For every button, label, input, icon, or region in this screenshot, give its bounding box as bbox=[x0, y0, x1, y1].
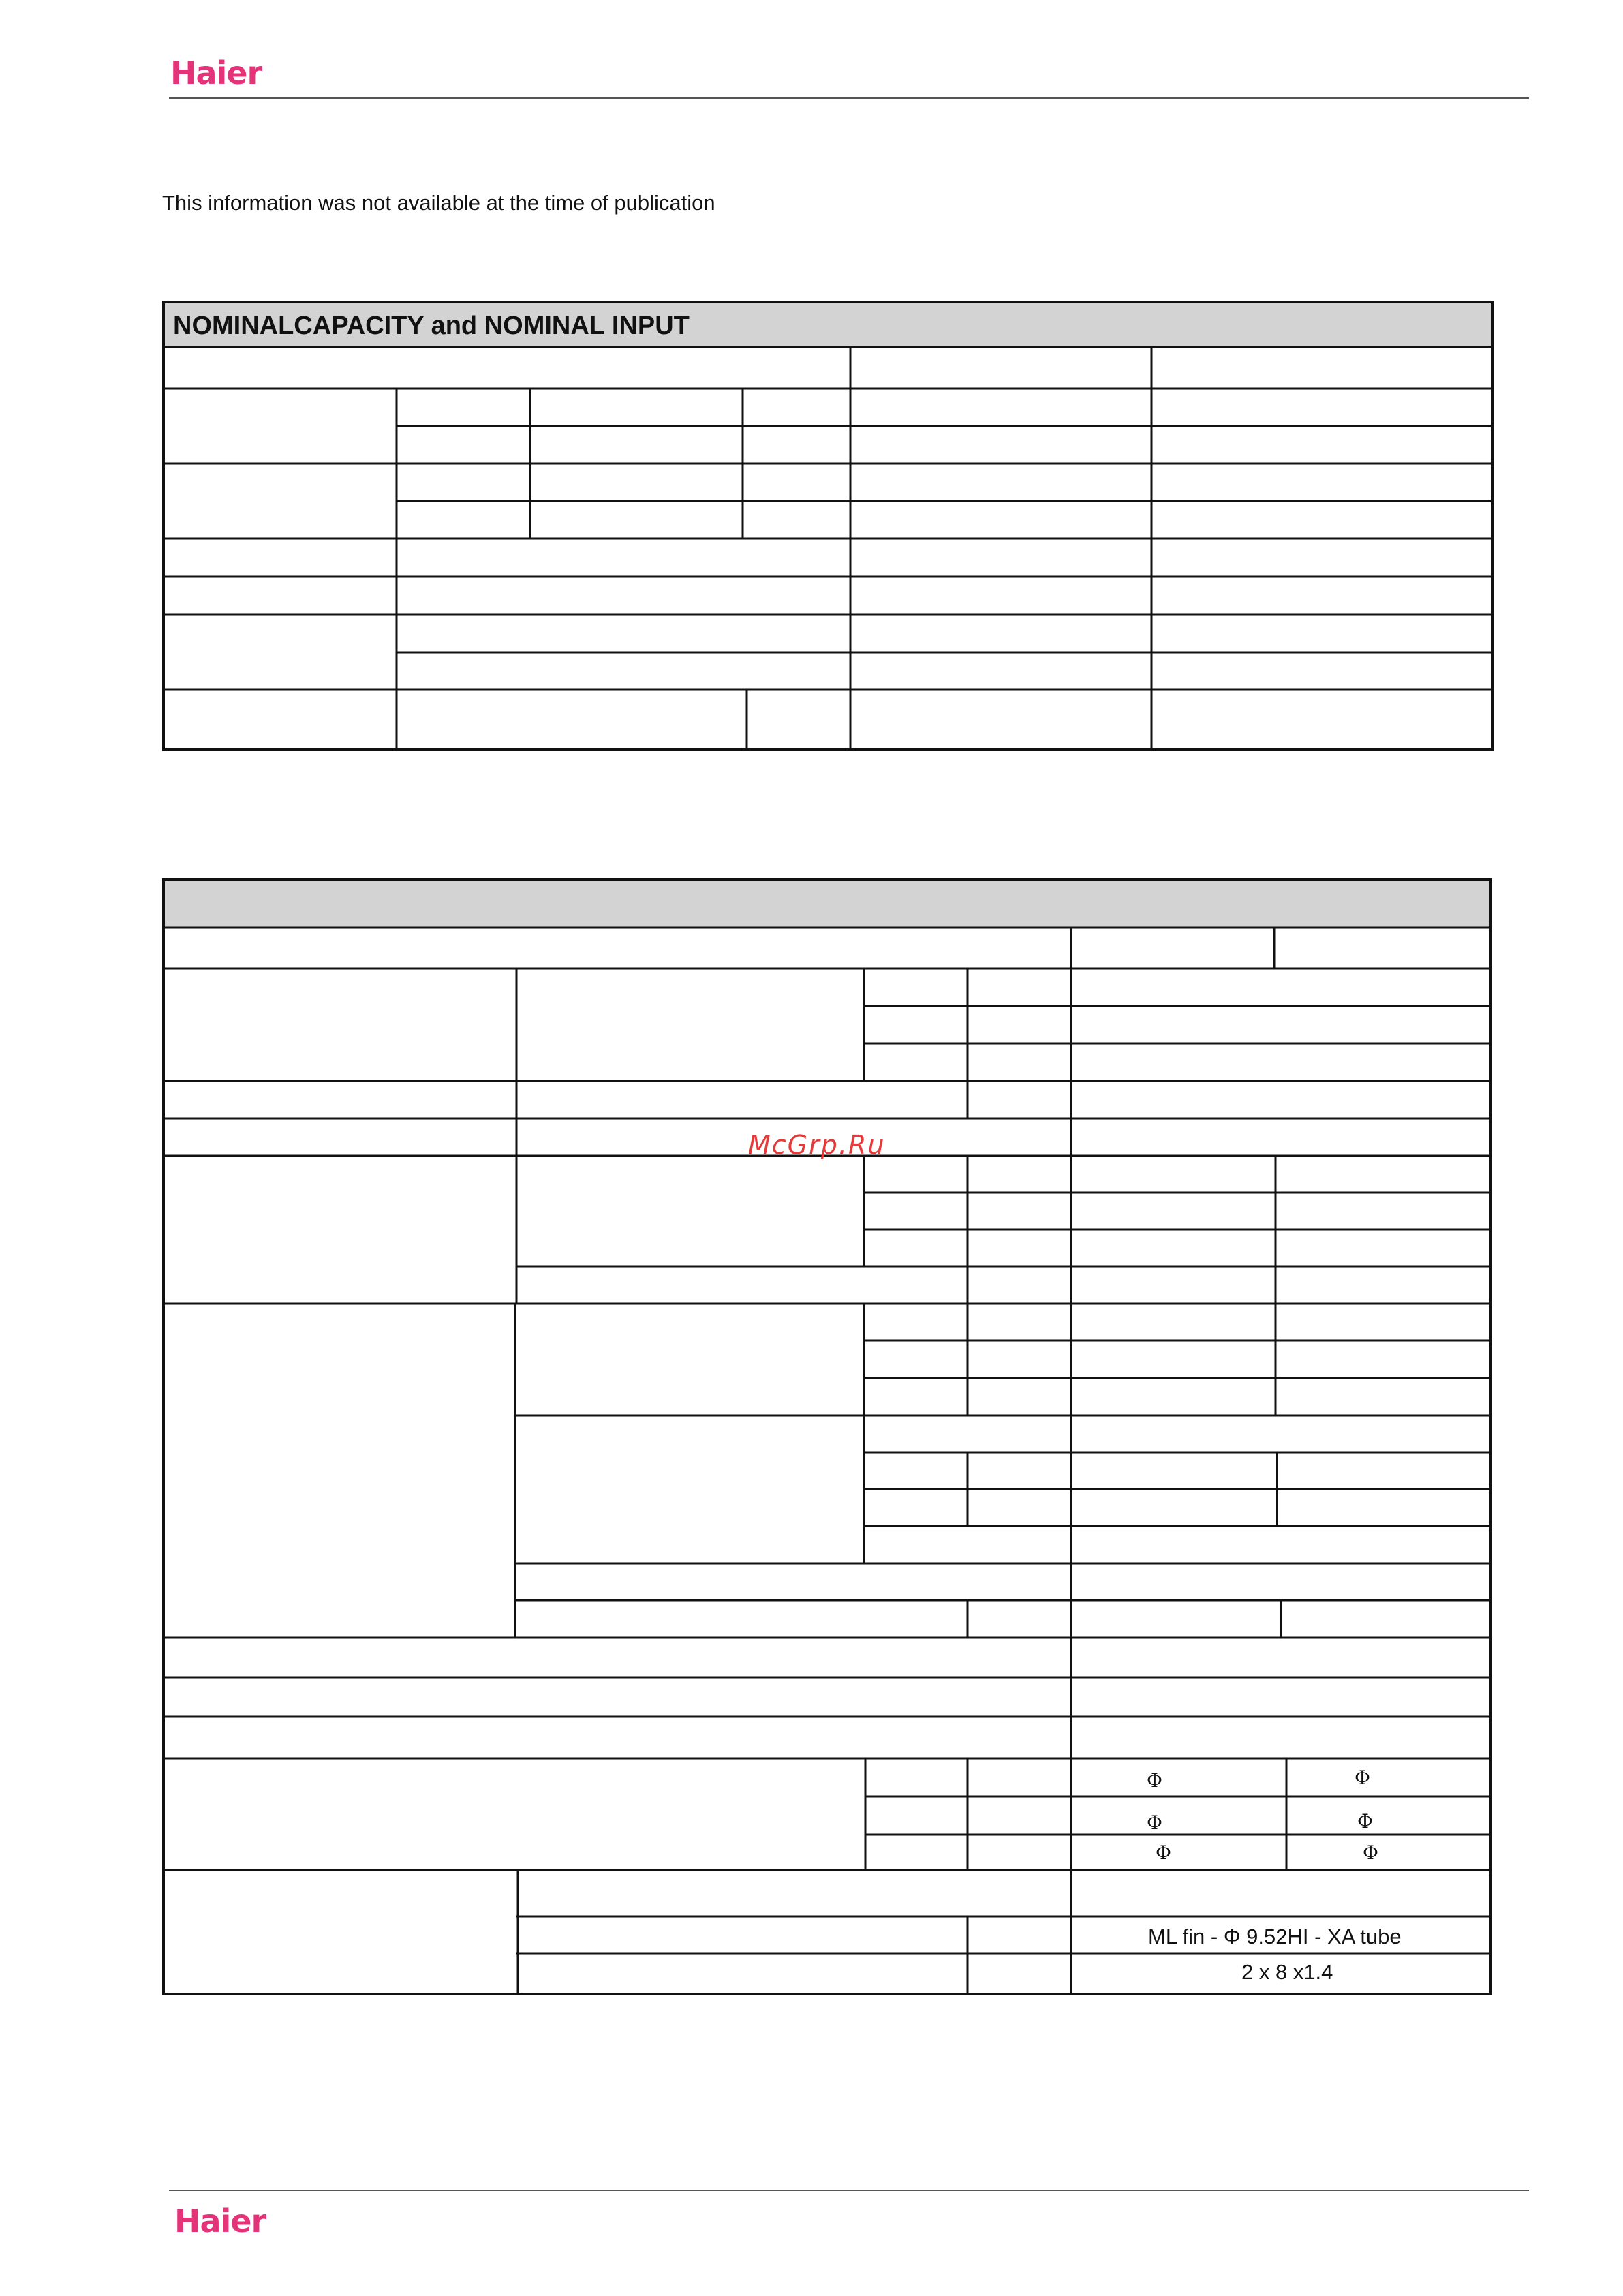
table2-header-bg bbox=[164, 880, 1491, 928]
footer-rule bbox=[169, 2190, 1529, 2191]
header-logo: Haier bbox=[170, 55, 262, 91]
table1-title: NOMINALCAPACITY and NOMINAL INPUT bbox=[173, 311, 690, 340]
footer-logo: Haier bbox=[174, 2203, 266, 2239]
table-nominal-capacity bbox=[164, 302, 1492, 750]
rows-spec: 2 x 8 x1.4 bbox=[1241, 1960, 1333, 1984]
phi-symbol: Φ bbox=[1147, 1769, 1162, 1792]
watermark: McGrp.Ru bbox=[748, 1130, 886, 1160]
phi-symbol: Φ bbox=[1357, 1810, 1373, 1833]
availability-notice: This information was not available at the time of publication bbox=[162, 191, 715, 215]
fin-tube-spec: ML fin - Φ 9.52HI - XA tube bbox=[1148, 1925, 1402, 1948]
phi-symbol: Φ bbox=[1156, 1841, 1171, 1864]
phi-symbol: Φ bbox=[1147, 1811, 1162, 1834]
phi-symbol: Φ bbox=[1363, 1841, 1378, 1864]
table-specifications bbox=[164, 880, 1491, 1994]
phi-symbol: Φ bbox=[1355, 1766, 1370, 1789]
